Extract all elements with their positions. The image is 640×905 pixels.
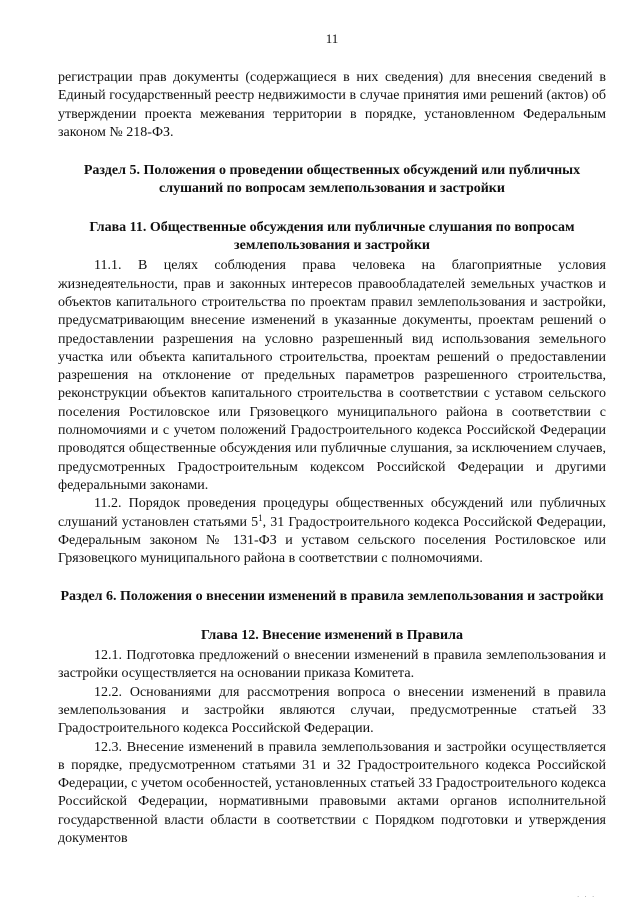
- section-5-heading: Раздел 5. Положения о проведении общественных обсуждений или публичных слушаний по вопросам землепользования и застройки: [83, 163, 581, 197]
- paragraph-12-2: 12.2. Основаниями для рассмотрения вопроса о внесении изменений в правила землепользования и застройки являются случаи, предусмотренные статьей 33 Градостроительного кодекса Российской Федерации.: [58, 684, 606, 737]
- paragraph-12-1: 12.1. Подготовка предложений о внесении изменений в правила землепользования и застройки осуществляется на основании приказа Комитета.: [58, 648, 606, 682]
- continuation-paragraph: регистрации прав документы (содержащиеся в них сведения) для внесения сведений в Единый государственный реестр недвижимости в случае принятия ими решений (актов) об утверждении проекта межевания территории в порядке, установленном Федеральным законом № 218-ФЗ.: [58, 70, 606, 140]
- paragraph-11-1: 11.1. В целях соблюдения права человека на благоприятные условия жизнедеятельности, прав и законных интересов правообладателей земельных участков и объектов капитального строительства по проектам правил землепользования и застройки, предусматривающим внесение изменений в указанные документы, проектам решений о предоставлении разрешения на условно разрешенный вид использования земельного участка или объекта капитального строительства, проектам решений о предоставлении разрешения на отклонение от предельных параметров разрешенного строительства, реконструкции объектов капитального строительства в соответствии с уставом сельского поселения Ростиловское или Грязовецкого муниципального района в соответствии с полномочиями и с учетом положений Градостроительного кодекса Российской Федерации проводятся общественные обсуждения или публичные слушания, за исключением случаев, предусмотренных Градостроительным кодексом Российской Федерации и другими федеральными законами.: [58, 258, 606, 493]
- paragraph-11-2: [58, 495, 606, 568]
- page-number: 11: [325, 31, 339, 46]
- paragraph-11-2-superscript: 1: [258, 512, 263, 523]
- section-6-heading: Раздел 6. Положения о внесении изменений в правила землепользования и застройки: [60, 589, 604, 605]
- chapter-12-heading: Глава 12. Внесение изменений в Правила: [201, 627, 463, 643]
- paragraph-11-2-text-a: 11.2. Порядок проведения процедуры общественных обсуждений или публичных слушаний установлен статьями 5: [58, 496, 606, 530]
- paragraph-11-2-text-b: , 31 Градостроительного кодекса Российской Федерации, Федеральным законом № 131-ФЗ и уставом сельского поселения Ростиловское или Грязовецкого муниципального района в соответствии с полномочиями.: [58, 514, 606, 567]
- corner-mark: . . .: [577, 891, 596, 899]
- chapter-11-heading: Глава 11. Общественные обсуждения или публичные слушания по вопросам землепользования и застройки: [89, 219, 575, 254]
- paragraph-12-3: 12.3. Внесение изменений в правила землепользования и застройки осуществляется в порядке, предусмотренном статьями 31 и 32 Градостроительного кодекса Российской Федерации, с учетом особенностей, установленных статьей 33 Градостроительного кодекса Российской Федерации, нормативными правовыми актами органов исполнительной государственной власти области в соответствии с Порядком подготовки и утверждения документов: [58, 739, 606, 846]
